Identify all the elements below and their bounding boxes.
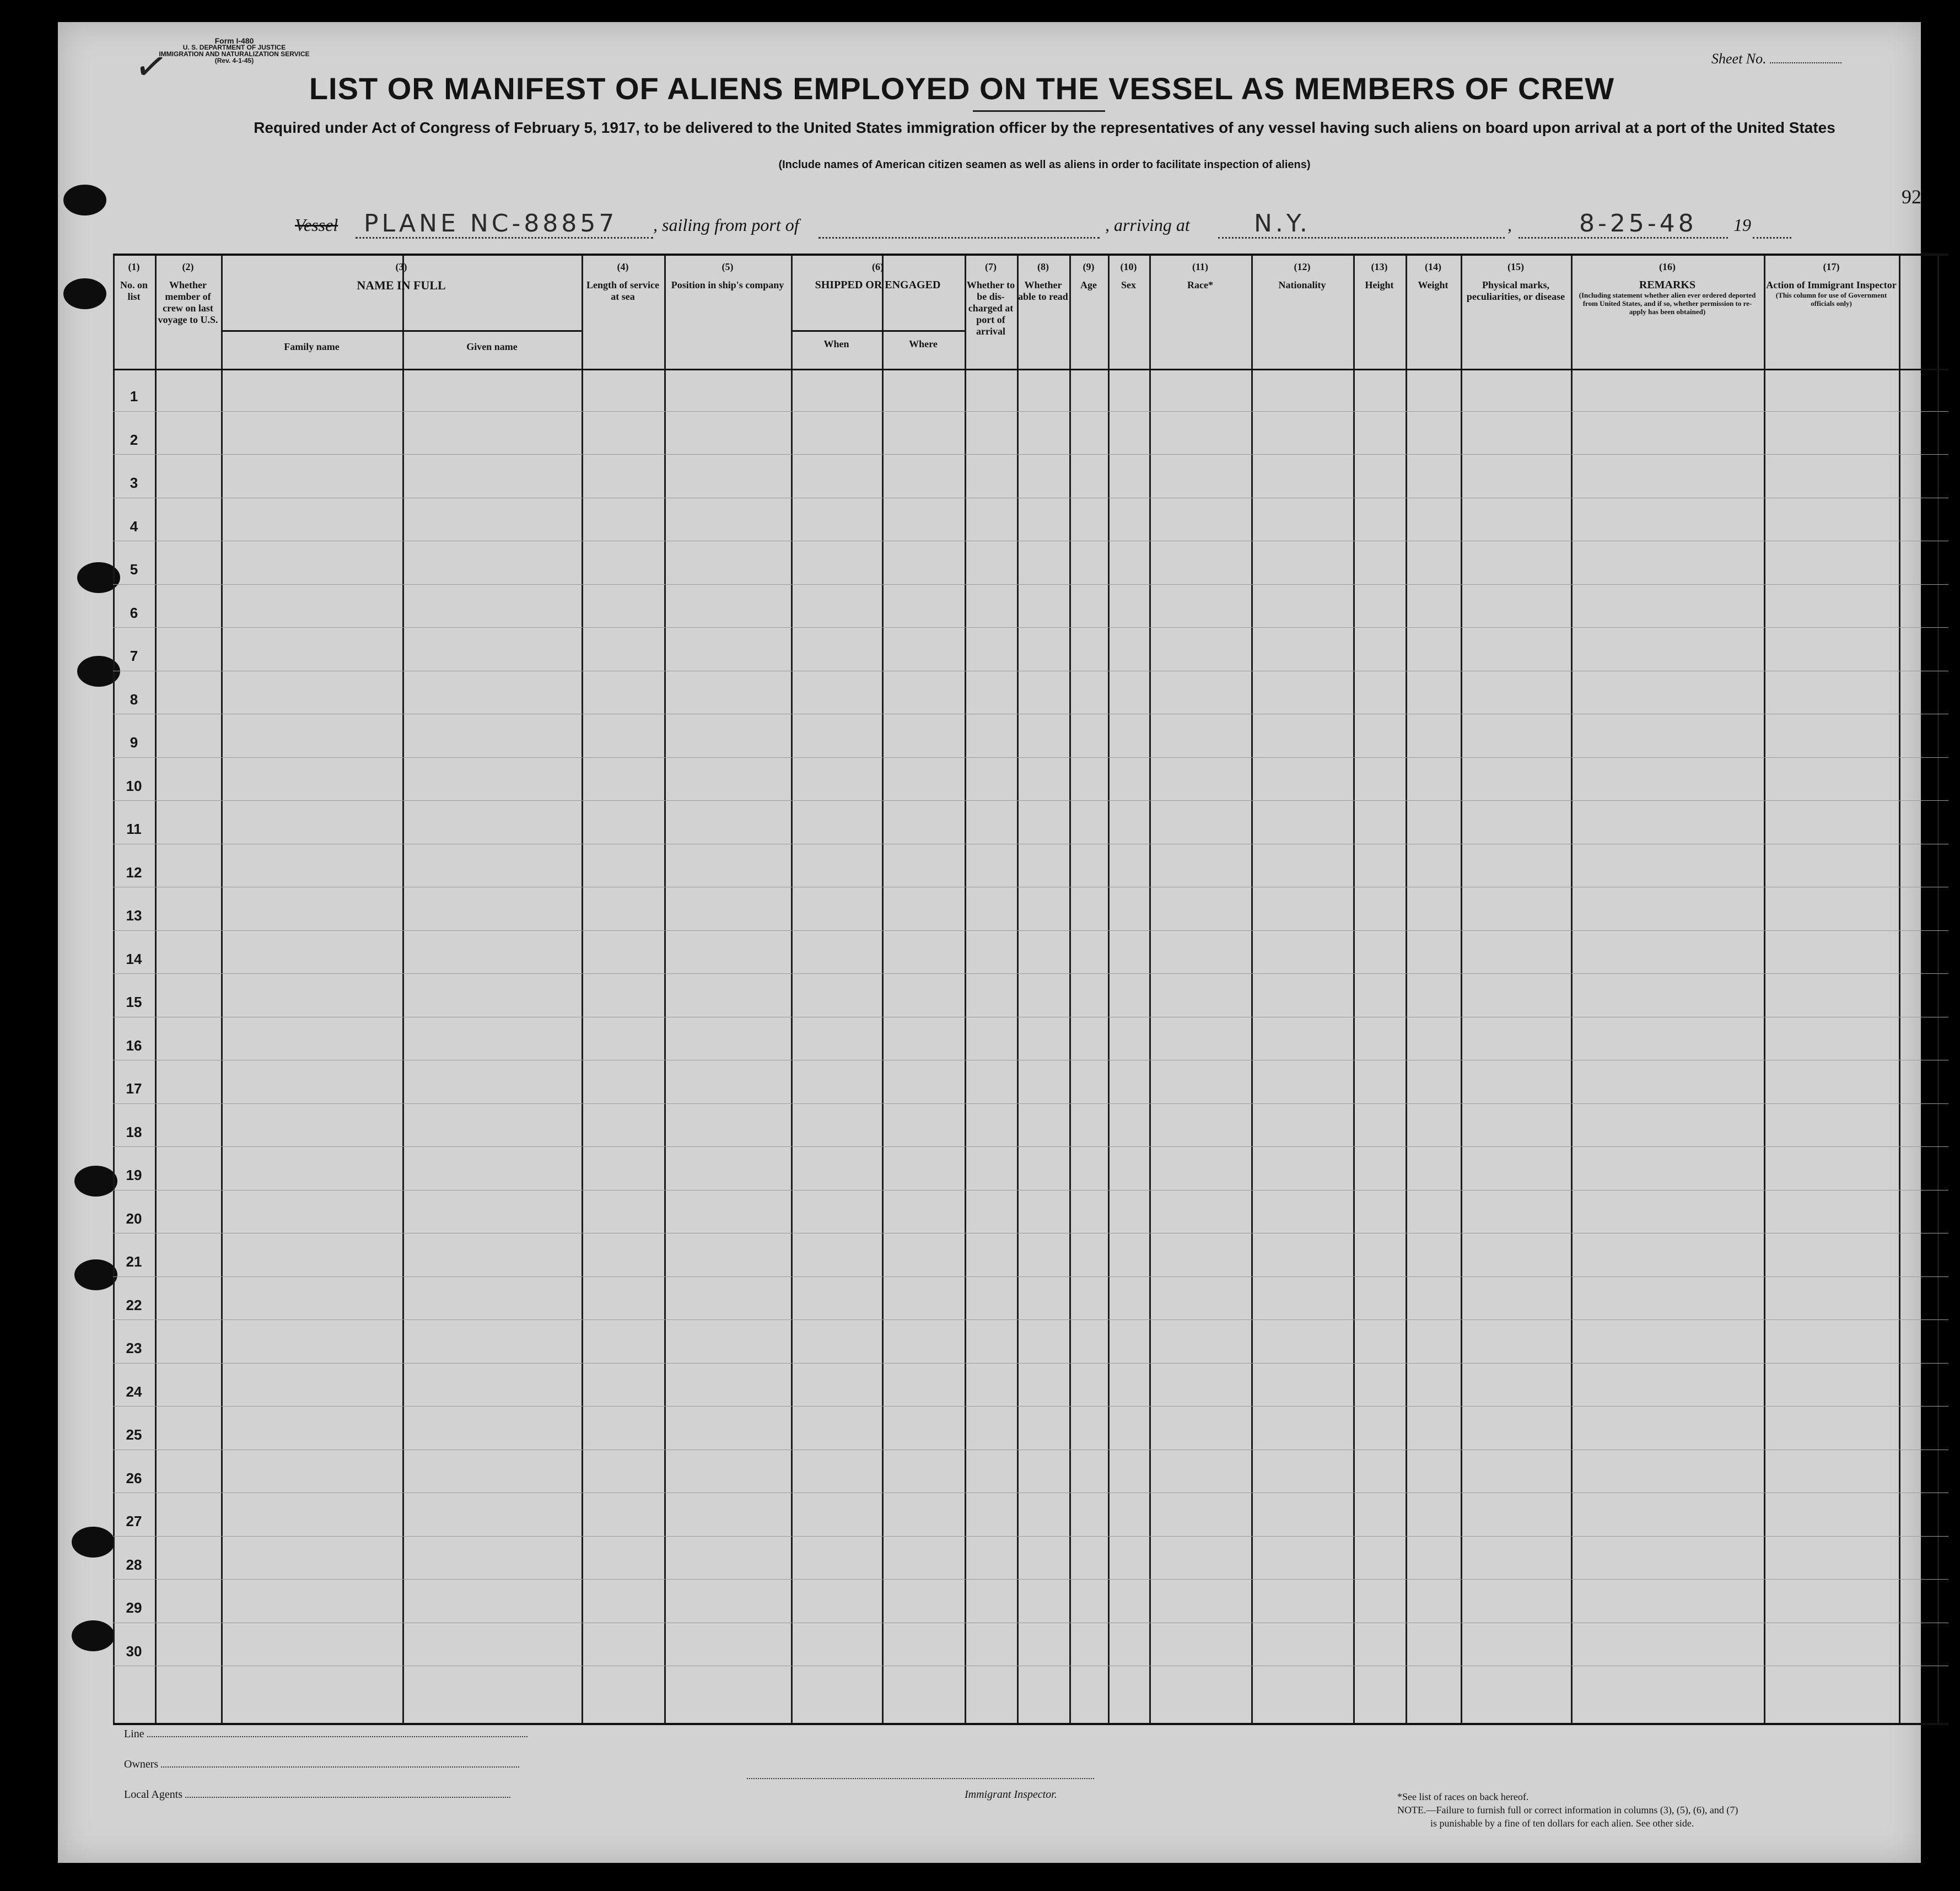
penalty-note: NOTE.—Failure to furnish full or correct information in columns (3), (5), (6), and (7) — [1397, 1804, 1738, 1815]
row-number: 30 — [126, 1642, 142, 1660]
page-title: LIST OR MANIFEST OF ALIENS EMPLOYED ON THE VESSEL AS MEMBERS OF CREW — [309, 71, 1615, 106]
row-number: 13 — [126, 907, 142, 924]
row-rule — [113, 1276, 1948, 1277]
header-position: (5) Position in ship's company — [671, 261, 784, 290]
manifest-sheet — [58, 22, 1921, 1863]
header-divider — [113, 369, 1948, 370]
header-weight: (14) Weight — [1418, 261, 1449, 290]
header-nationality: (12) Nationality — [1278, 261, 1326, 290]
row-number: 11 — [126, 821, 142, 837]
owners-field: Owners — [124, 1758, 519, 1771]
header-name: (3) NAME IN FULL — [357, 261, 446, 292]
local-agents-field: Local Agents — [124, 1788, 510, 1801]
header-inspector-action: (17) Action of Immigrant Inspector (This column for use of Government officials only) — [1766, 261, 1897, 308]
sheet-number-field — [1711, 51, 1841, 67]
year-label: 19 — [1733, 215, 1751, 235]
header-family-name: Family name — [284, 341, 340, 352]
header-no: (1) No. on list — [120, 261, 148, 302]
row-number: 19 — [126, 1167, 142, 1183]
punch-hole — [72, 1527, 115, 1558]
header-race: (11) Race* — [1187, 261, 1213, 290]
row-rule — [113, 1363, 1948, 1364]
row-number: 16 — [126, 1037, 142, 1054]
row-number: 6 — [130, 604, 138, 621]
check-mark: ✓ — [131, 41, 171, 92]
arrival-date: 8-25-48 — [1579, 209, 1697, 238]
row-number: 24 — [126, 1383, 142, 1400]
row-rule — [113, 1406, 1948, 1407]
row-rule — [113, 1536, 1948, 1537]
row-number: 10 — [126, 777, 142, 794]
header-service-length: (4) Length of service at sea — [586, 261, 659, 302]
header-last-voyage: (2) Whether member of crew on last voyage to U.S. — [158, 261, 218, 325]
punch-hole — [74, 1259, 117, 1290]
department: U. S. DEPARTMENT OF JUSTICE — [182, 44, 286, 51]
row-number: 28 — [126, 1556, 142, 1573]
header-remarks: (16) REMARKS (Including statement whether alien ever ordered deported from United States, and if so, whether permission to re-apply has been obtained) — [1579, 261, 1756, 316]
row-rule — [113, 1319, 1948, 1320]
row-number: 17 — [126, 1080, 142, 1097]
row-number: 3 — [130, 475, 138, 491]
header-when: When — [823, 338, 849, 349]
punch-hole — [72, 1620, 115, 1651]
vessel-value: PLANE NC-88857 — [364, 209, 618, 238]
row-rule — [113, 1579, 1948, 1580]
row-rule — [113, 411, 1948, 412]
row-number: 21 — [126, 1253, 142, 1270]
arriving-value: N.Y. — [1254, 209, 1311, 238]
footnotes — [1397, 1790, 1738, 1830]
line-field: Line — [124, 1728, 527, 1741]
row-number: 22 — [126, 1296, 142, 1313]
row-number: 15 — [126, 994, 142, 1010]
row-number: 29 — [126, 1599, 142, 1616]
row-rule — [113, 454, 1948, 455]
punch-hole — [63, 185, 106, 216]
header-shipped: (6) SHIPPED OR ENGAGED — [815, 261, 941, 291]
row-number: 1 — [130, 388, 138, 405]
row-number: 9 — [130, 734, 138, 751]
handwritten-sheet-number: 92 — [1902, 186, 1921, 208]
row-rule — [113, 584, 1948, 585]
row-rule — [113, 757, 1948, 758]
row-number: 27 — [126, 1513, 142, 1529]
instruction-note: (Include names of American citizen seamen as well as aliens in order to facilitate inspection of aliens) — [778, 159, 1311, 171]
inspector-label: Immigrant Inspector. — [965, 1788, 1057, 1801]
row-number: 25 — [126, 1426, 142, 1443]
service: IMMIGRATION AND NATURALIZATION SERVICE — [159, 50, 310, 58]
row-number: 20 — [126, 1210, 142, 1227]
header-physical-marks: (15) Physical marks, peculiarities, or disease — [1466, 261, 1565, 302]
vessel-line: Vessel PLANE NC-88857 , sailing from port of , arriving at N.Y. , 8-25-48 19 — [295, 215, 1855, 248]
row-rule — [113, 973, 1948, 974]
punch-hole — [63, 278, 106, 309]
header-age: (9) Age — [1080, 261, 1097, 290]
row-rule — [113, 627, 1948, 628]
row-number: 23 — [126, 1340, 142, 1356]
sheet-label: Sheet No. — [1711, 51, 1767, 67]
header-read: (8) Whether able to read — [1018, 261, 1068, 302]
row-number: 18 — [126, 1123, 142, 1140]
row-number: 8 — [130, 691, 138, 708]
inspector-signature-line — [747, 1777, 1094, 1779]
row-number: 12 — [126, 864, 142, 881]
row-rule — [113, 1103, 1948, 1104]
penalty-note-cont: is punishable by a fine of ten dollars for each alien. See other side. — [1430, 1818, 1694, 1829]
header-discharged: (7) Whether to be dis-charged at port of arrival — [966, 261, 1015, 337]
crew-table — [113, 254, 1948, 1725]
sailing-label: , sailing from port of — [653, 215, 799, 235]
row-number: 7 — [130, 648, 138, 664]
header-height: (13) Height — [1365, 261, 1394, 290]
row-rule — [113, 1146, 1948, 1147]
row-number: 26 — [126, 1469, 142, 1486]
header-where: Where — [909, 338, 938, 349]
header-sex: (10) Sex — [1120, 261, 1137, 290]
row-rule — [113, 800, 1948, 801]
header-given-name: Given name — [466, 341, 518, 352]
row-number: 14 — [126, 950, 142, 967]
row-number: 4 — [130, 518, 138, 535]
race-footnote: *See list of races on back hereof. — [1397, 1791, 1529, 1802]
legal-requirement: Required under Act of Congress of February 5, 1917, to be delivered to the United States immigration officer by the representatives of any vessel having such aliens on board upon arrival at a port of the United States — [254, 119, 1835, 136]
row-number: 2 — [130, 431, 138, 448]
form-number: Form I-480 — [214, 36, 254, 45]
form-identifier — [141, 37, 328, 64]
arriving-label: , arriving at — [1105, 215, 1190, 235]
row-rule — [113, 930, 1948, 931]
revision: (Rev. 4-1-45) — [214, 57, 254, 64]
row-number: 5 — [130, 561, 138, 578]
title-underline — [973, 110, 1105, 112]
vessel-label: Vessel — [295, 215, 338, 235]
punch-hole — [74, 1166, 117, 1197]
